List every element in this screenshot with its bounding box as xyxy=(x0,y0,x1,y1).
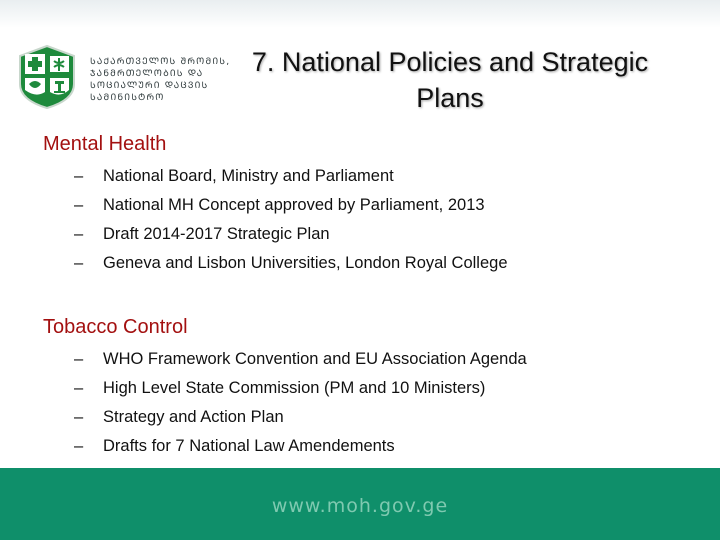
ministry-logo xyxy=(16,44,231,110)
dash-bullet: – xyxy=(74,254,84,272)
list-item-text: High Level State Commission (PM and 10 Ministers) xyxy=(103,379,486,397)
list-item-text: Geneva and Lisbon Universities, London Royal College xyxy=(103,254,508,272)
list-item-text: Drafts for 7 National Law Amendements xyxy=(103,437,395,455)
dash-bullet: – xyxy=(74,167,84,185)
list-item-text: Strategy and Action Plan xyxy=(103,408,284,426)
slide-title xyxy=(222,44,678,116)
logo-text-line: ᲡᲐᲥᲐᲠᲗᲕᲔᲚᲝᲡ ᲨᲠᲝᲛᲘᲡ, xyxy=(90,57,231,67)
ministry-emblem-icon xyxy=(16,44,78,110)
list-item-text: National Board, Ministry and Parliament xyxy=(103,167,394,185)
dash-bullet: – xyxy=(74,437,84,455)
dash-bullet: – xyxy=(74,196,84,214)
logo-text-line: ᲯᲐᲜᲛᲠᲗᲔᲚᲝᲑᲘᲡ ᲓᲐ xyxy=(90,69,204,79)
section-heading-tobacco-control: Tobacco Control xyxy=(43,316,188,338)
slide-title-line-1: 7. National Policies and Strategic xyxy=(251,47,649,77)
dash-bullet: – xyxy=(74,408,84,426)
logo-text-line: ᲡᲐᲛᲘᲜᲘᲡᲢᲠᲝ xyxy=(90,93,165,103)
logo-text-line: ᲡᲝᲪᲘᲐᲚᲣᲠᲘ ᲓᲐᲪᲕᲘᲡ xyxy=(90,81,209,91)
section-heading-mental-health: Mental Health xyxy=(43,133,167,155)
list-item-text: WHO Framework Convention and EU Association Agenda xyxy=(103,350,527,368)
list-item-text: Draft 2014-2017 Strategic Plan xyxy=(103,225,330,243)
footer-website-url: www.moh.gov.ge xyxy=(271,495,449,517)
top-band xyxy=(0,0,720,28)
dash-bullet: – xyxy=(74,225,84,243)
footer-bar xyxy=(0,468,720,540)
dash-bullet: – xyxy=(74,350,84,368)
list-item-text: National MH Concept approved by Parliament, 2013 xyxy=(103,196,485,214)
slide-title-line-2: Plans xyxy=(416,83,484,113)
dash-bullet: – xyxy=(74,379,84,397)
logo-text xyxy=(90,56,231,104)
